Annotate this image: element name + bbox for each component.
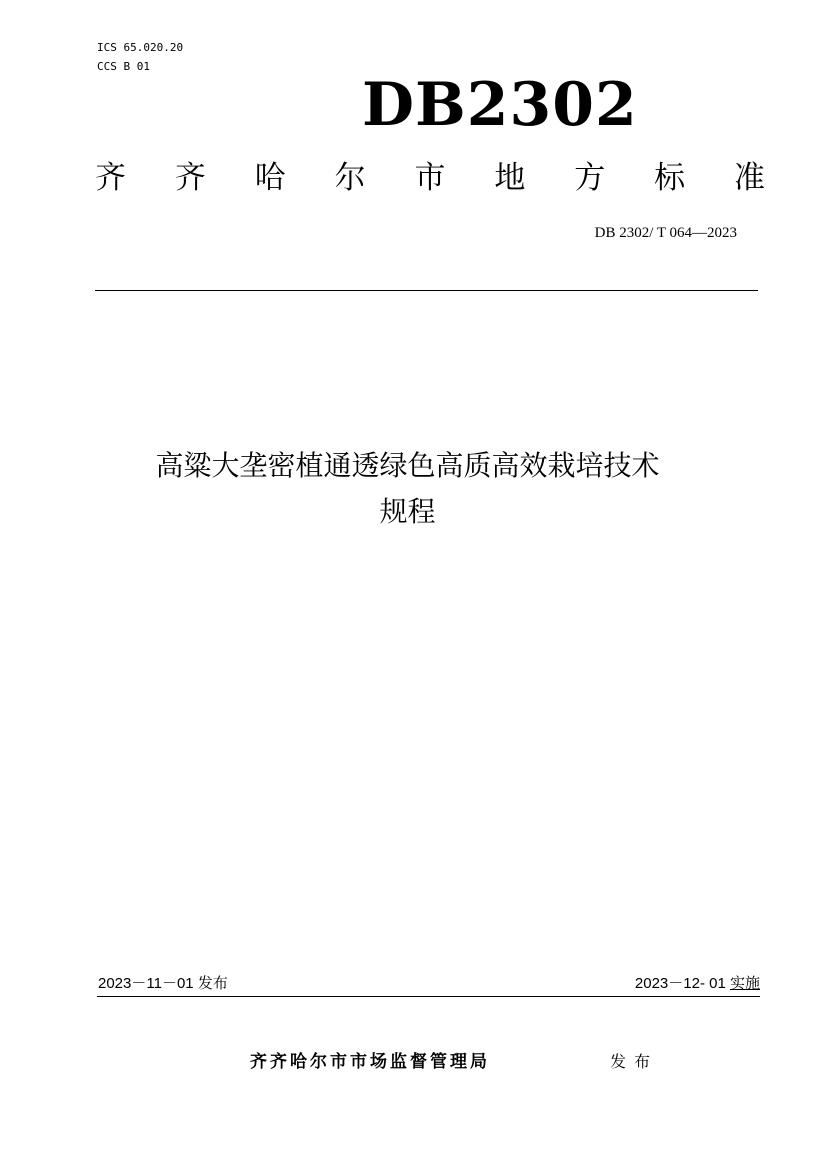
ics-code: ICS 65.020.20 bbox=[97, 41, 184, 54]
standard-type-char: 齐 bbox=[95, 160, 126, 196]
standard-type-char: 地 bbox=[494, 160, 526, 196]
publish-date-word: 发布 bbox=[197, 975, 228, 992]
implement-date-word: 实施 bbox=[729, 975, 760, 992]
standard-type-char: 方 bbox=[574, 160, 606, 196]
implement-date-value: 2023－12- 01 bbox=[634, 975, 726, 992]
top-divider bbox=[95, 290, 758, 291]
standard-code-heading: DB2302 bbox=[362, 70, 638, 140]
bottom-divider bbox=[97, 996, 760, 997]
publisher-publish-word: 发布 bbox=[610, 1052, 659, 1071]
publish-date bbox=[98, 974, 228, 994]
implement-date bbox=[635, 974, 760, 994]
document-title-line-2: 规程 bbox=[379, 495, 436, 528]
standard-type-char: 准 bbox=[734, 160, 765, 196]
publisher-name: 齐齐哈尔市市场监督管理局 bbox=[250, 1052, 490, 1072]
standard-number: DB 2302/ T 064—2023 bbox=[594, 225, 737, 241]
document-title-line-1: 高粱大垄密植通透绿色高质高效栽培技术 bbox=[155, 449, 660, 482]
publish-date-value: 2023－11－01 bbox=[98, 975, 194, 992]
ccs-code: CCS B 01 bbox=[97, 60, 150, 73]
standard-type-char: 市 bbox=[414, 160, 446, 196]
standard-type-char: 标 bbox=[654, 160, 686, 196]
standard-type-char: 哈 bbox=[254, 160, 286, 196]
standard-type-char: 尔 bbox=[334, 160, 366, 196]
standard-type-heading bbox=[95, 156, 765, 200]
standard-type-char: 齐 bbox=[174, 160, 206, 196]
